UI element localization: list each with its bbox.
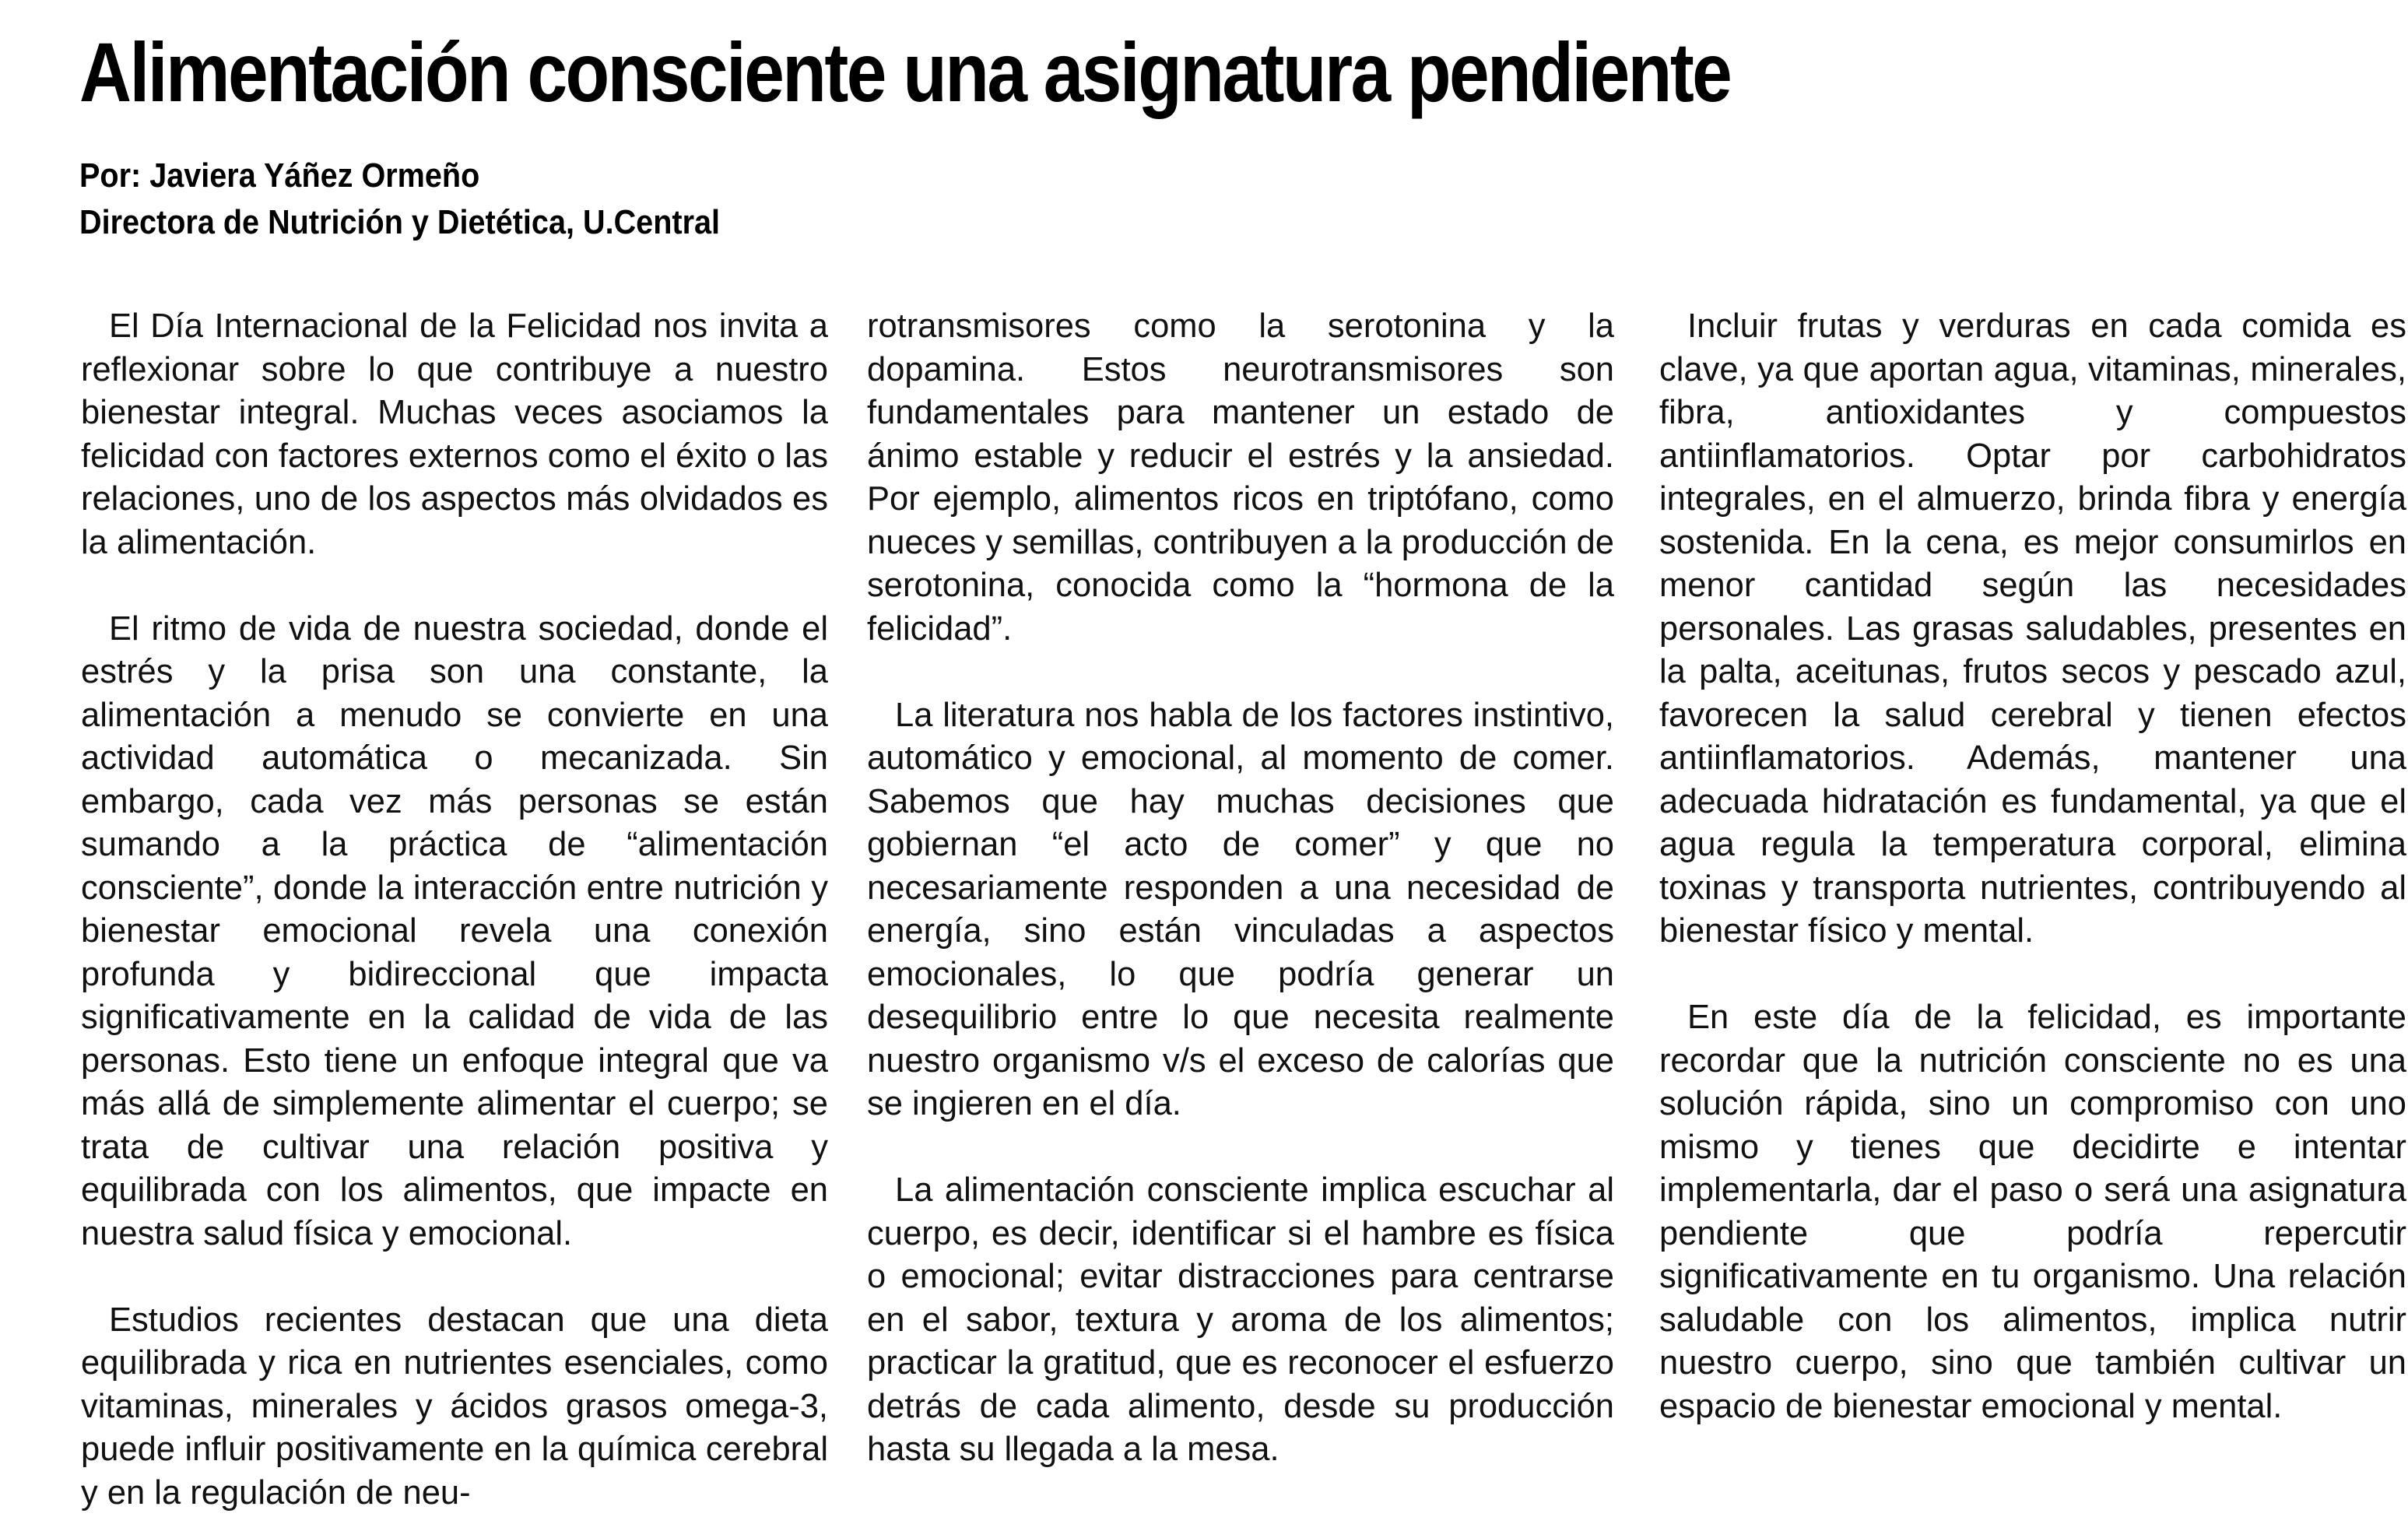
paragraph: La literatura nos habla de los factores instintivo, automático y emocional, al momento de comer. Sabemos que hay muchas decisiones que gobiernan “el acto de comer” y que no necesariamente responden a una necesidad de energía, sino están vinculadas a aspectos emocionales, lo que podría generar un desequilibrio entre lo que necesita realmente nuestro organismo v/s el exceso de calorías que se ingieren en el día.	[867, 696, 1614, 1122]
paragraph: El ritmo de vida de nuestra sociedad, donde el estrés y la prisa son una constante, la alimentación a menudo se convierte en una actividad automática o mecanizada. Sin embargo, cada vez más personas se están sumando a la práctica de “alimentación consciente”, donde la interacción entre nutrición y bienestar emocional revela una conexión profunda y bidireccional que impacta significativamente en la calidad de vida de las personas. Esto tiene un enfoque integral que va más allá de simplemente alimentar el cuerpo; se trata de cultivar una relación positiva y equilibrada con los alimentos, que impacte en nuestra salud física y emocional.	[81, 609, 828, 1252]
text-column-2	[867, 305, 1614, 1472]
text-column-1	[81, 305, 828, 1515]
article-title: Alimentación consciente una asignatura pendiente	[79, 25, 1731, 119]
text-column-3	[1659, 305, 2406, 1428]
paragraph-continued: rotransmisores como la serotonina y la dopamina. Estos neurotransmisores son fundamentales para mantener un estado de ánimo estable y reducir el estrés y la ansiedad. Por ejemplo, alimentos ricos en triptófano, como nueces y semillas, contribuyen a la producción de serotonina, conocida como la “hormona de la felicidad”.	[867, 307, 1614, 648]
paragraph: Incluir frutas y verduras en cada comida es clave, ya que aportan agua, vitaminas, minerales, fibra, antioxidantes y compuestos antiinflamatorios. Optar por carbohidratos integrales, en el almuerzo, brinda fibra y energía sostenida. En la cena, es mejor consumirlos en menor cantidad según las necesidades personales. Las grasas saludables, presentes en la palta, aceitunas, frutos secos y pescado azul, favorecen la salud cerebral y tienen efectos antiinflamatorios. Además, mantener una adecuada hidratación es fundamental, ya que el agua regula la temperatura corporal, elimina toxinas y transporta nutrientes, contribuyendo al bienestar físico y mental.	[1659, 307, 2406, 950]
paragraph: En este día de la felicidad, es importante recordar que la nutrición consciente no es una solución rápida, sino un compromiso con uno mismo y tienes que decidirte e intentar implementarla, dar el paso o será una asignatura pendiente que podría repercutir significativamente en tu organismo. Una relación saludable con los alimentos, implica nutrir nuestro cuerpo, sino que también cultivar un espacio de bienestar emocional y mental.	[1659, 999, 2406, 1425]
paragraph: La alimentación consciente implica escuchar al cuerpo, es decir, identificar si el hambre es física o emocional; evitar distracciones para centrarse en el sabor, textura y aroma de los alimentos; practicar la gratitud, que es reconocer el esfuerzo detrás de cada alimento, desde su producción hasta su llegada a la mesa.	[867, 1171, 1614, 1468]
byline	[79, 153, 720, 246]
byline-role: Directora de Nutrición y Dietética, U.Central	[79, 203, 721, 241]
byline-author: Por: Javiera Yáñez Ormeño	[79, 156, 480, 195]
paragraph: Estudios recientes destacan que una dieta equilibrada y rica en nutrientes esenciales, como vitaminas, minerales y ácidos grasos omega-3, puede influir positivamente en la química cerebral y en la regulación de neu-	[81, 1301, 828, 1512]
paragraph: El Día Internacional de la Felicidad nos invita a reflexionar sobre lo que contribuye a nuestro bienestar integral. Muchas veces asociamos la felicidad con factores externos como el éxito o las relaciones, uno de los aspectos más olvidados es la alimentación.	[81, 307, 828, 561]
